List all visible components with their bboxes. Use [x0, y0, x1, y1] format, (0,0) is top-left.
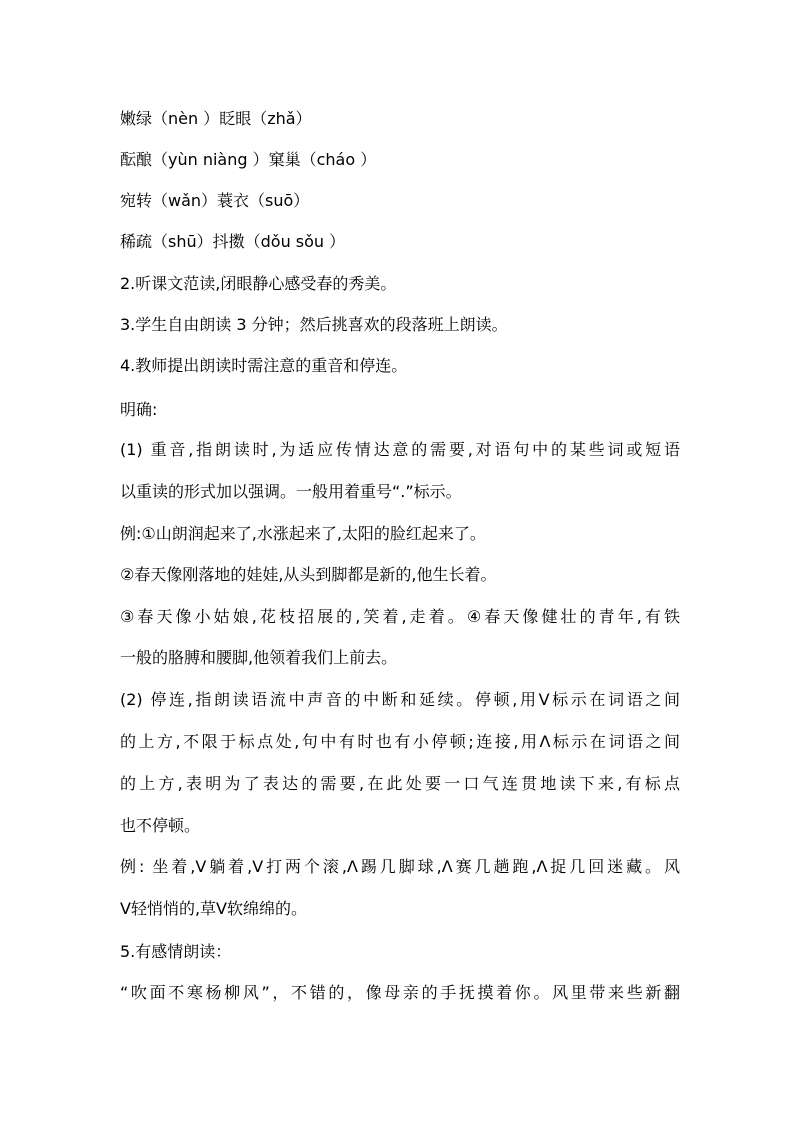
- step-5-text: 5.有感情朗读：: [120, 942, 232, 961]
- pinyin-line-1: 嫩绿（nèn ）眨眼（zhǎ）: [120, 109, 312, 128]
- pinyin-line-2: 酝酿（yùn niàng ）窠巢（cháo ）: [120, 150, 377, 169]
- pause-definition-line-1: (2) 停连,指朗读语流中声音的中断和延续。停顿,用V标示在词语之间: [120, 690, 680, 709]
- pinyin-line-3: 宛转（wǎn）蓑衣（suō）: [120, 191, 310, 210]
- pause-example-line-1: 例: 坐着,V躺着,V打两个滚,Λ踢几脚球,Λ赛几趟跑,Λ捉几回迷藏。风: [120, 857, 680, 876]
- step-3-text: 3.学生自由朗读 3 分钟；然后挑喜欢的段落班上朗读。: [120, 315, 508, 334]
- pause-definition-line-3: 的上方,表明为了表达的需要,在此处要一口气连贯地读下来,有标点: [120, 774, 680, 793]
- step-2-text: 2.听课文范读,闭眼静心感受春的秀美。: [120, 274, 397, 293]
- reading-passage-line-1: “吹面不寒杨柳风”，不错的，像母亲的手抚摸着你。风里带来些新翻: [120, 983, 680, 1002]
- pinyin-line-4: 稀疏（shū）抖擞（dǒu sǒu ）: [120, 232, 346, 251]
- stress-example-3-line-1: ③春天像小姑娘,花枝招展的,笑着,走着。④春天像健壮的青年,有铁: [120, 607, 680, 626]
- stress-definition-line-2: 以重读的形式加以强调。一般用着重号“.”标示。: [120, 482, 462, 501]
- clarify-heading: 明确:: [120, 400, 158, 419]
- stress-example-1: 例:①山朗润起来了,水涨起来了,太阳的脸红起来了。: [120, 524, 486, 543]
- stress-example-3-line-2: 一般的胳膊和腰脚,他领着我们上前去。: [120, 648, 398, 667]
- step-4-text: 4.教师提出朗读时需注意的重音和停连。: [120, 356, 408, 375]
- pause-example-line-2: V轻悄悄的,草V软绵绵的。: [120, 899, 307, 918]
- stress-definition-line-1: (1) 重音,指朗读时,为适应传情达意的需要,对语句中的某些词或短语: [120, 440, 680, 459]
- stress-example-2: ②春天像刚落地的娃娃,从头到脚都是新的,他生长着。: [120, 565, 497, 584]
- pause-definition-line-2: 的上方,不限于标点处,句中有时也有小停顿;连接,用Λ标示在词语之间: [120, 732, 680, 751]
- pause-definition-line-4: 也不停顿。: [120, 816, 201, 835]
